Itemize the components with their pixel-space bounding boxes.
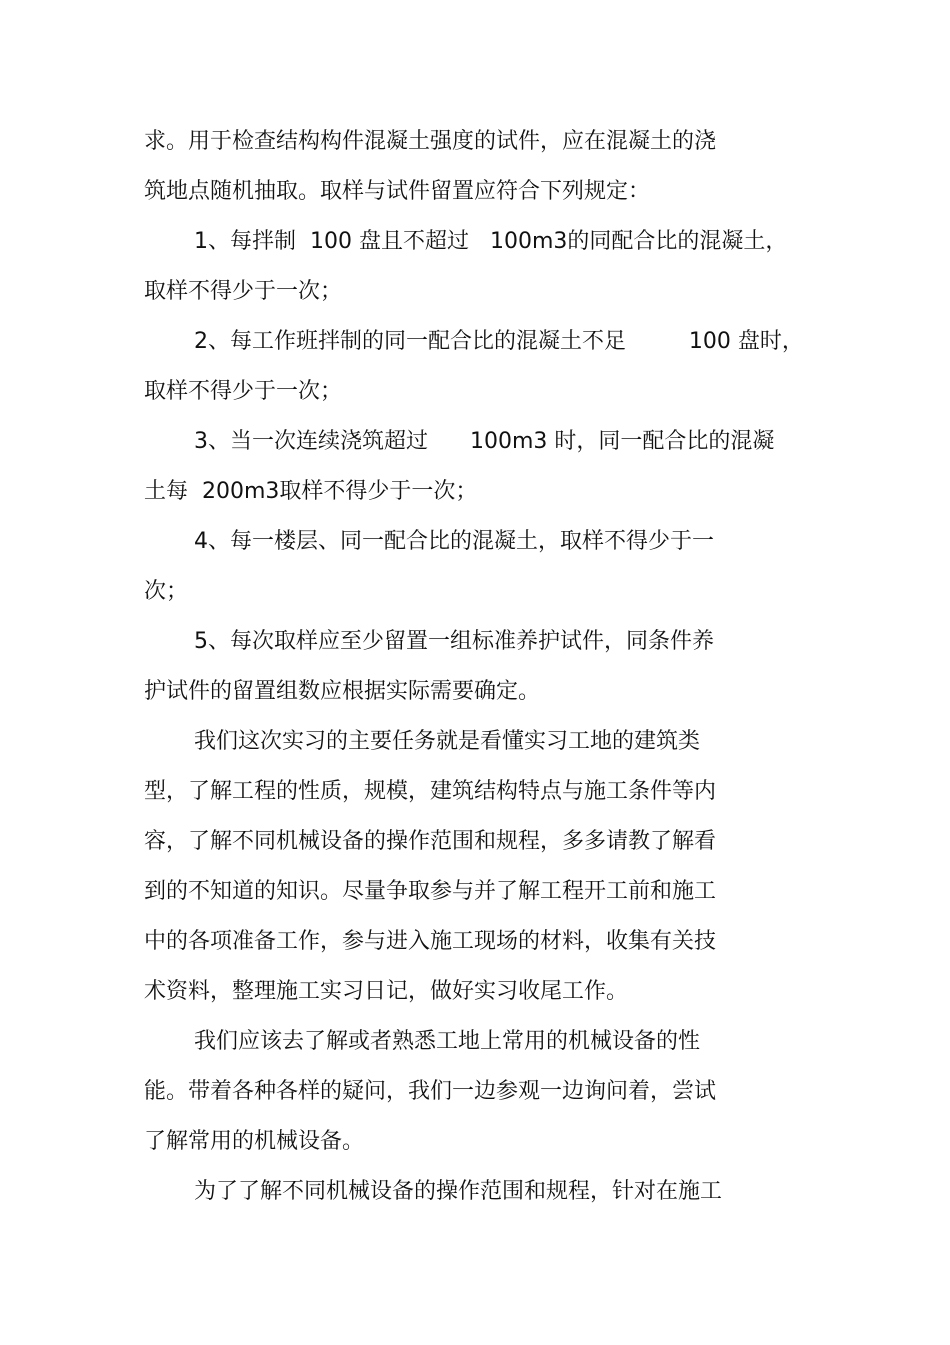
- text-line: 到的不知道的知识。尽量争取参与并了解工程开工前和施工: [144, 879, 717, 904]
- text-line: 我们应该去了解或者熟悉工地上常用的机械设备的性: [194, 1029, 701, 1054]
- text-line: 取样不得少于一次；: [144, 279, 343, 304]
- text-line: 了解常用的机械设备。: [144, 1129, 365, 1154]
- text-line: 筑地点随机抽取。取样与试件留置应符合下列规定：: [144, 179, 651, 204]
- text-line: 型，了解工程的性质，规模，建筑结构特点与施工条件等内: [144, 779, 717, 804]
- text-line: 4、每一楼层、同一配合比的混凝土，取样不得少于一: [194, 529, 714, 554]
- text-line: 5、每次取样应至少留置一组标准养护试件，同条件养: [194, 629, 714, 654]
- text-line: 能。带着各种各样的疑问，我们一边参观一边询问着，尝试: [144, 1079, 717, 1104]
- text-line: 3、当一次连续浇筑超过 100m3 时，同一配合比的混凝: [194, 429, 775, 454]
- text-line: 2、每工作班拌制的同一配合比的混凝土不足 100 盘时，: [194, 329, 804, 354]
- text-line: 求。用于检查结构构件混凝土强度的试件，应在混凝土的浇: [144, 129, 717, 154]
- text-line: 护试件的留置组数应根据实际需要确定。: [144, 679, 541, 704]
- text-line: 我们这次实习的主要任务就是看懂实习工地的建筑类: [194, 729, 701, 754]
- text-line: 1、每拌制 100 盘且不超过 100m3的同配合比的混凝土，: [194, 229, 788, 254]
- text-line: 土每 200m3取样不得少于一次；: [144, 479, 478, 504]
- text-line: 术资料，整理施工实习日记，做好实习收尾工作。: [144, 979, 629, 1004]
- text-line: 取样不得少于一次；: [144, 379, 343, 404]
- text-line: 容，了解不同机械设备的操作范围和规程，多多请教了解看: [144, 829, 717, 854]
- text-line: 为了了解不同机械设备的操作范围和规程，针对在施工: [194, 1179, 723, 1204]
- text-line: 中的各项准备工作，参与进入施工现场的材料，收集有关技: [144, 929, 717, 954]
- text-line: 次；: [144, 579, 189, 604]
